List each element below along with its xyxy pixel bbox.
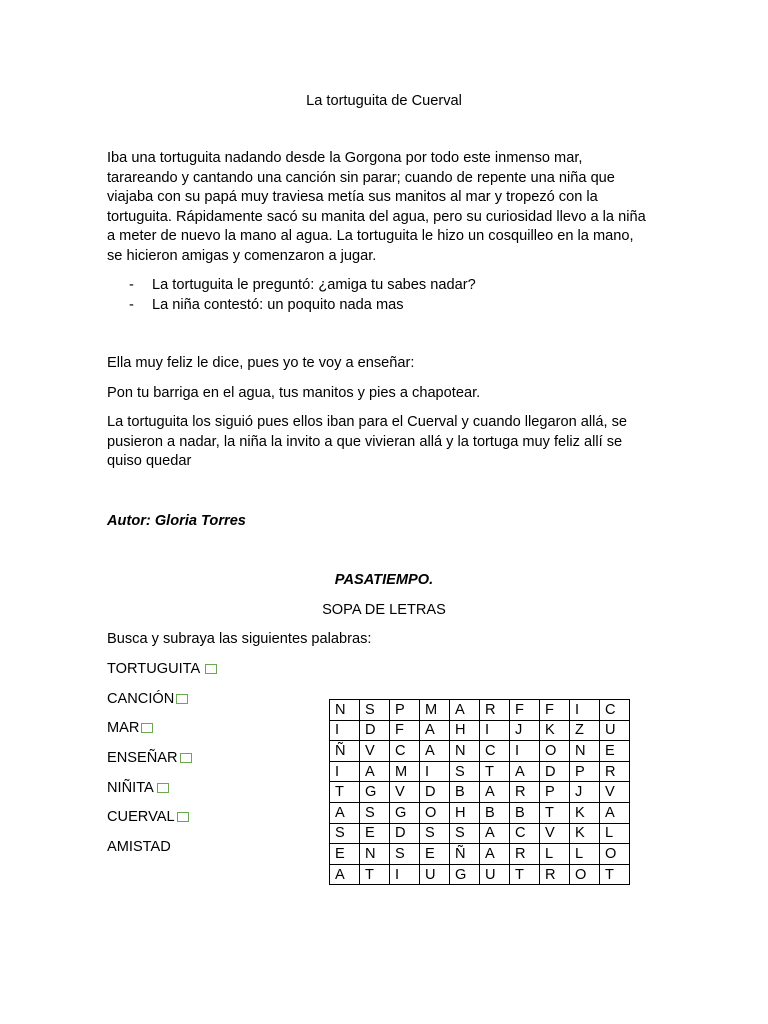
grid-cell: B	[450, 782, 480, 803]
grid-cell: D	[540, 761, 570, 782]
grid-cell: B	[480, 802, 510, 823]
grid-cell: U	[600, 720, 630, 741]
grid-cell: R	[600, 761, 630, 782]
dialog-text: La niña contestó: un poquito nada mas	[152, 297, 404, 314]
word-item	[107, 689, 188, 709]
story-paragraph: Pon tu barriga en el agua, tus manitos y pies a chapotear.	[107, 385, 481, 401]
grid-cell: L	[540, 844, 570, 865]
grid-cell: R	[510, 782, 540, 803]
grid-row	[330, 864, 630, 885]
grid-row	[330, 700, 630, 721]
grid-cell: A	[600, 802, 630, 823]
grid-row	[330, 741, 630, 762]
grid-cell: A	[420, 741, 450, 762]
grid-cell: B	[510, 802, 540, 823]
grid-cell: T	[480, 761, 510, 782]
grid-cell: F	[390, 720, 420, 741]
grid-cell: N	[330, 700, 360, 721]
grid-cell: E	[420, 844, 450, 865]
word-item	[107, 659, 217, 679]
grid-cell: E	[360, 823, 390, 844]
grid-cell: A	[480, 782, 510, 803]
grid-cell: T	[510, 864, 540, 885]
grid-cell: S	[360, 700, 390, 721]
grid-cell: I	[420, 761, 450, 782]
word-text: NIÑITA	[107, 780, 154, 796]
word-item	[107, 837, 171, 857]
grid-row	[330, 802, 630, 823]
dialog-text: La tortuguita le preguntó: ¿amiga tu sabes nadar?	[152, 277, 476, 293]
grid-cell: N	[360, 844, 390, 865]
word-item	[107, 718, 153, 738]
grid-cell: J	[510, 720, 540, 741]
grid-cell: H	[450, 802, 480, 823]
grid-cell: I	[480, 720, 510, 741]
dialog-item	[107, 295, 652, 315]
grid-cell: S	[360, 802, 390, 823]
grid-row	[330, 761, 630, 782]
grid-row	[330, 844, 630, 865]
grid-cell: S	[450, 823, 480, 844]
grid-cell: P	[540, 782, 570, 803]
grid-cell: M	[390, 761, 420, 782]
grid-cell: V	[540, 823, 570, 844]
grid-cell: S	[330, 823, 360, 844]
puzzle-subtitle: SOPA DE LETRAS	[322, 602, 446, 618]
word-item	[107, 748, 192, 768]
grid-cell: S	[420, 823, 450, 844]
grid-cell: L	[570, 844, 600, 865]
grid-cell: D	[420, 782, 450, 803]
grid-cell: C	[480, 741, 510, 762]
grid-cell: A	[450, 700, 480, 721]
grid-cell: A	[360, 761, 390, 782]
grid-cell: K	[540, 720, 570, 741]
grid-cell: Z	[570, 720, 600, 741]
grid-cell: R	[540, 864, 570, 885]
grid-cell: V	[390, 782, 420, 803]
dialog-list	[107, 275, 652, 316]
story-paragraph-intro: Iba una tortuguita nadando desde la Gorgona por todo este inmenso mar, tarareando y cantando una canción sin parar; cuando de repente una niña que viajaba con su papá muy traviesa metía sus manitos al mar y tropezó con la tortuguita. Rápidamente sacó su manita del agua, pero su curiosidad llevo a la niña a meter de nuevo la mano al agua. La tortuguita le hizo un cosquilleo en la mano, se hicieron amigas y comenzaron a jugar.	[107, 150, 646, 264]
grid-cell: E	[330, 844, 360, 865]
word-text: TORTUGUITA	[107, 661, 201, 677]
grid-cell: G	[450, 864, 480, 885]
word-search-grid	[329, 699, 630, 885]
checkbox-icon[interactable]	[176, 694, 188, 704]
grid-cell: M	[420, 700, 450, 721]
grid-cell: T	[540, 802, 570, 823]
grid-cell: L	[600, 823, 630, 844]
grid-cell: P	[570, 761, 600, 782]
grid-cell: S	[450, 761, 480, 782]
checkbox-icon[interactable]	[157, 783, 169, 793]
grid-cell: N	[450, 741, 480, 762]
list-dash: -	[129, 277, 134, 293]
grid-row	[330, 823, 630, 844]
word-text: CANCIÓN	[107, 691, 175, 707]
grid-cell: U	[480, 864, 510, 885]
grid-cell: I	[510, 741, 540, 762]
grid-cell: Ñ	[330, 741, 360, 762]
puzzle-instructions: Busca y subraya las siguientes palabras:	[107, 631, 372, 647]
grid-cell: R	[510, 844, 540, 865]
grid-cell: D	[390, 823, 420, 844]
grid-cell: I	[330, 720, 360, 741]
grid-cell: A	[510, 761, 540, 782]
grid-cell: J	[570, 782, 600, 803]
grid-cell: O	[570, 864, 600, 885]
grid-cell: T	[360, 864, 390, 885]
grid-cell: P	[390, 700, 420, 721]
checkbox-icon[interactable]	[180, 753, 192, 763]
story-title: La tortuguita de Cuerval	[306, 93, 462, 109]
word-text: ENSEÑAR	[107, 750, 178, 766]
grid-row	[330, 720, 630, 741]
grid-row	[330, 782, 630, 803]
grid-cell: F	[540, 700, 570, 721]
grid-cell: C	[600, 700, 630, 721]
grid-cell: T	[330, 782, 360, 803]
word-item	[107, 807, 189, 827]
checkbox-icon[interactable]	[205, 664, 217, 674]
story-paragraph: Ella muy feliz le dice, pues yo te voy a enseñar:	[107, 355, 415, 371]
grid-cell: V	[360, 741, 390, 762]
grid-cell: A	[330, 802, 360, 823]
grid-cell: C	[390, 741, 420, 762]
grid-cell: G	[360, 782, 390, 803]
grid-cell: D	[360, 720, 390, 741]
grid-cell: V	[600, 782, 630, 803]
grid-cell: Ñ	[450, 844, 480, 865]
grid-cell: K	[570, 802, 600, 823]
grid-cell: A	[480, 844, 510, 865]
grid-cell: R	[480, 700, 510, 721]
grid-cell: I	[330, 761, 360, 782]
grid-cell: T	[600, 864, 630, 885]
grid-cell: S	[390, 844, 420, 865]
word-item	[107, 778, 169, 798]
grid-cell: A	[420, 720, 450, 741]
grid-cell: U	[420, 864, 450, 885]
grid-cell: N	[570, 741, 600, 762]
checkbox-icon[interactable]	[177, 812, 189, 822]
story-paragraph-ending: La tortuguita los siguió pues ellos iban para el Cuerval y cuando llegaron allá, se pusieron a nadar, la niña la invito a que vivieran allá y la tortuga muy feliz allí se quiso quedar	[107, 414, 628, 470]
grid-cell: I	[390, 864, 420, 885]
grid-cell: G	[390, 802, 420, 823]
grid-cell: A	[330, 864, 360, 885]
checkbox-icon[interactable]	[141, 723, 153, 733]
grid-cell: O	[420, 802, 450, 823]
grid-cell: A	[480, 823, 510, 844]
grid-cell: O	[600, 844, 630, 865]
grid-cell: I	[570, 700, 600, 721]
grid-cell: O	[540, 741, 570, 762]
grid-cell: H	[450, 720, 480, 741]
grid-cell: K	[570, 823, 600, 844]
dialog-item	[107, 275, 652, 295]
grid-cell: E	[600, 741, 630, 762]
list-dash: -	[129, 297, 134, 314]
word-text: CUERVAL	[107, 809, 175, 825]
author-line: Autor: Gloria Torres	[107, 513, 246, 529]
word-text: AMISTAD	[107, 839, 171, 855]
grid-cell: F	[510, 700, 540, 721]
puzzle-title: PASATIEMPO.	[334, 572, 434, 588]
word-text: MAR	[107, 720, 140, 736]
grid-cell: C	[510, 823, 540, 844]
